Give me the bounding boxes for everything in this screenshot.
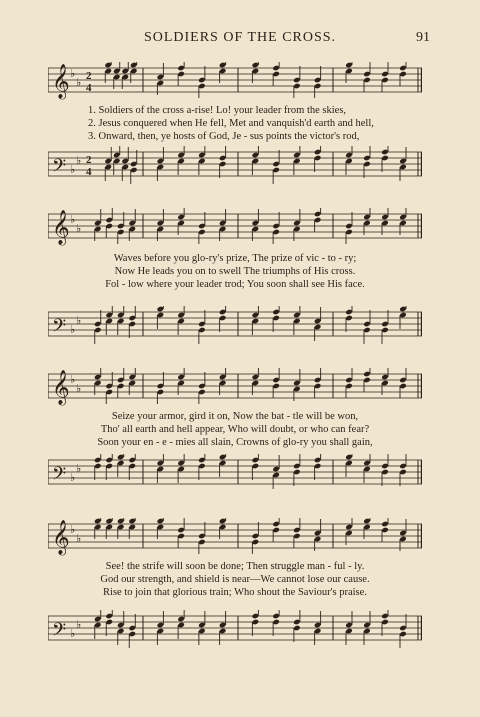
lyric-verse-2: 2. Jesus conquered when He fell, Met and vanquish'd earth and hell,: [88, 118, 374, 129]
treble-clef-icon: 𝄞: [52, 370, 70, 405]
note: [345, 306, 353, 332]
note: [293, 66, 301, 98]
bass-staff-3: [48, 454, 422, 494]
lyrics-block-4: [48, 560, 422, 599]
bass-staff-2: [48, 306, 422, 346]
note: [293, 146, 301, 175]
note: [314, 146, 322, 172]
note: [117, 368, 125, 398]
note: [381, 208, 389, 235]
flat-icon: ♭: [70, 471, 76, 484]
note: [177, 610, 185, 639]
note: [105, 306, 113, 335]
note: [252, 146, 260, 175]
note: [94, 368, 102, 395]
note: [198, 372, 206, 404]
lyric-verse-3: 3. Onward, then, ye hosts of God, Je - sus points the victor's rod,: [88, 131, 360, 142]
note: [157, 306, 165, 329]
note: [177, 368, 185, 395]
lyric-verse-3: Rise to join that glorious train; Who shout the Saviour's praise.: [103, 587, 367, 598]
note: [345, 212, 353, 244]
page-number: 91: [416, 30, 430, 45]
lyric-verse-2: God our strength, and shield is near—We cannot lose our cause.: [100, 574, 370, 585]
note: [157, 454, 165, 483]
note: [177, 454, 185, 483]
note: [272, 368, 280, 398]
note: [157, 372, 165, 404]
note: [314, 454, 322, 480]
note: [128, 454, 136, 480]
note: [117, 454, 125, 477]
note: [177, 306, 185, 335]
note: [272, 518, 280, 542]
note: [198, 66, 206, 98]
note: [128, 306, 136, 338]
note: [399, 368, 407, 398]
note: [363, 208, 371, 235]
note: [252, 306, 260, 335]
note: [272, 610, 280, 636]
note: [252, 522, 260, 554]
note: [219, 368, 227, 395]
note: [219, 454, 227, 477]
note: [198, 310, 206, 344]
note: [105, 454, 113, 480]
flat-icon: ♭: [76, 618, 82, 631]
lyric-verse-3: Soon your en - e - mies all slain, Crowns of glo-ry you shall gain,: [97, 437, 373, 448]
note: [363, 310, 371, 344]
treble-staff-3: [48, 368, 422, 408]
note: [113, 62, 121, 89]
note: [128, 368, 136, 395]
note: [363, 454, 371, 483]
note: [198, 454, 206, 480]
time-signature: [86, 70, 92, 94]
note: [345, 146, 353, 175]
lyric-verse-2: Tho' all earth and hell appear, Who will doubt, or who can fear?: [100, 424, 370, 435]
note: [399, 306, 407, 329]
bass-clef-icon: 𝄢: [52, 316, 67, 341]
note: [381, 310, 389, 344]
bass-staff-4: [48, 610, 422, 650]
lyrics-block-3: [48, 410, 422, 449]
note: [105, 208, 113, 238]
note: [272, 150, 280, 184]
note: [177, 62, 185, 86]
lyric-verse-3: Fol - low where your leader trod; You soon shall see His face.: [105, 279, 365, 290]
note: [105, 372, 113, 404]
note: [293, 306, 301, 335]
treble-staff-4: [48, 518, 422, 558]
flat-icon: ♭: [70, 163, 76, 176]
flat-icon: ♭: [70, 523, 76, 536]
note: [113, 146, 121, 175]
lyric-verse-2: Now He leads you on to swell The triumphs of His cross.: [114, 266, 356, 277]
flat-icon: ♭: [76, 382, 82, 395]
staff-lines: [48, 616, 422, 640]
note: [314, 208, 322, 232]
note: [293, 610, 301, 642]
staff-lines: [48, 374, 422, 398]
note: [293, 518, 301, 548]
note: [94, 610, 102, 639]
note: [399, 62, 407, 86]
bass-staff-1: [48, 146, 422, 186]
note: [363, 146, 371, 178]
note: [121, 62, 129, 89]
bass-clef-icon: 𝄢: [52, 156, 67, 181]
lyrics-block-2: [48, 252, 422, 291]
note: [128, 614, 136, 648]
treble-clef-icon: 𝄞: [52, 210, 70, 245]
note: [198, 212, 206, 244]
flat-icon: ♭: [76, 314, 82, 327]
note: [381, 518, 389, 542]
note: [381, 454, 389, 486]
note: [314, 66, 322, 98]
note: [345, 518, 353, 545]
note: [94, 310, 102, 344]
lyrics-block-1: [48, 104, 422, 143]
flat-icon: ♭: [76, 532, 82, 545]
hymn-title: SOLDIERS OF THE CROSS.: [143, 30, 337, 45]
note: [130, 150, 138, 184]
note: [219, 306, 227, 332]
flat-icon: ♭: [70, 67, 76, 80]
bass-clef-icon: 𝄢: [52, 464, 67, 489]
note: [117, 212, 125, 244]
page-header: [0, 30, 480, 50]
lyric-verse-1: Waves before you glo-ry's prize, The prize of vic - to - ry;: [113, 253, 357, 264]
note: [219, 146, 227, 178]
note: [272, 306, 280, 332]
note: [177, 518, 185, 548]
note: [345, 454, 353, 477]
note: [345, 368, 353, 398]
note: [177, 146, 185, 175]
note: [198, 522, 206, 554]
lyric-verse-1: 1. Soldiers of the cross a-rise! Lo! your leader from the skies,: [88, 105, 347, 116]
svg-text:2: 2: [86, 154, 92, 166]
note: [117, 306, 125, 335]
note: [399, 454, 407, 486]
flat-icon: ♭: [76, 76, 82, 89]
time-signature: [86, 154, 92, 178]
lyric-verse-1: See! the strife will soon be done; Then struggle man - ful - ly.: [105, 561, 365, 572]
note: [363, 368, 371, 392]
note: [177, 208, 185, 235]
note: [399, 614, 407, 648]
flat-icon: ♭: [70, 373, 76, 386]
note: [94, 454, 102, 480]
treble-staff-2: [48, 208, 422, 248]
lyric-verse-1: Seize your armor, gird it on, Now the bat - tle will be won,: [111, 411, 359, 422]
svg-text:4: 4: [86, 166, 92, 178]
treble-clef-icon: 𝄞: [52, 64, 70, 99]
note: [399, 208, 407, 235]
note: [381, 610, 389, 636]
note: [252, 368, 260, 395]
note: [381, 146, 389, 172]
svg-text:2: 2: [86, 70, 92, 82]
note: [381, 368, 389, 395]
note: [105, 610, 113, 636]
note: [198, 146, 206, 175]
note: [252, 610, 260, 636]
flat-icon: ♭: [70, 213, 76, 226]
note: [363, 62, 371, 92]
note: [272, 212, 280, 244]
note: [252, 454, 260, 480]
note: [314, 368, 322, 398]
note: [293, 454, 301, 486]
flat-icon: ♭: [76, 154, 82, 167]
bass-clef-icon: 𝄢: [52, 620, 67, 645]
svg-text:4: 4: [86, 82, 92, 94]
flat-icon: ♭: [76, 462, 82, 475]
flat-icon: ♭: [76, 222, 82, 235]
note: [381, 62, 389, 92]
treble-staff-1: [48, 62, 422, 102]
flat-icon: ♭: [70, 323, 76, 336]
flat-icon: ♭: [70, 627, 76, 640]
treble-clef-icon: 𝄞: [52, 520, 70, 555]
note: [272, 62, 280, 86]
